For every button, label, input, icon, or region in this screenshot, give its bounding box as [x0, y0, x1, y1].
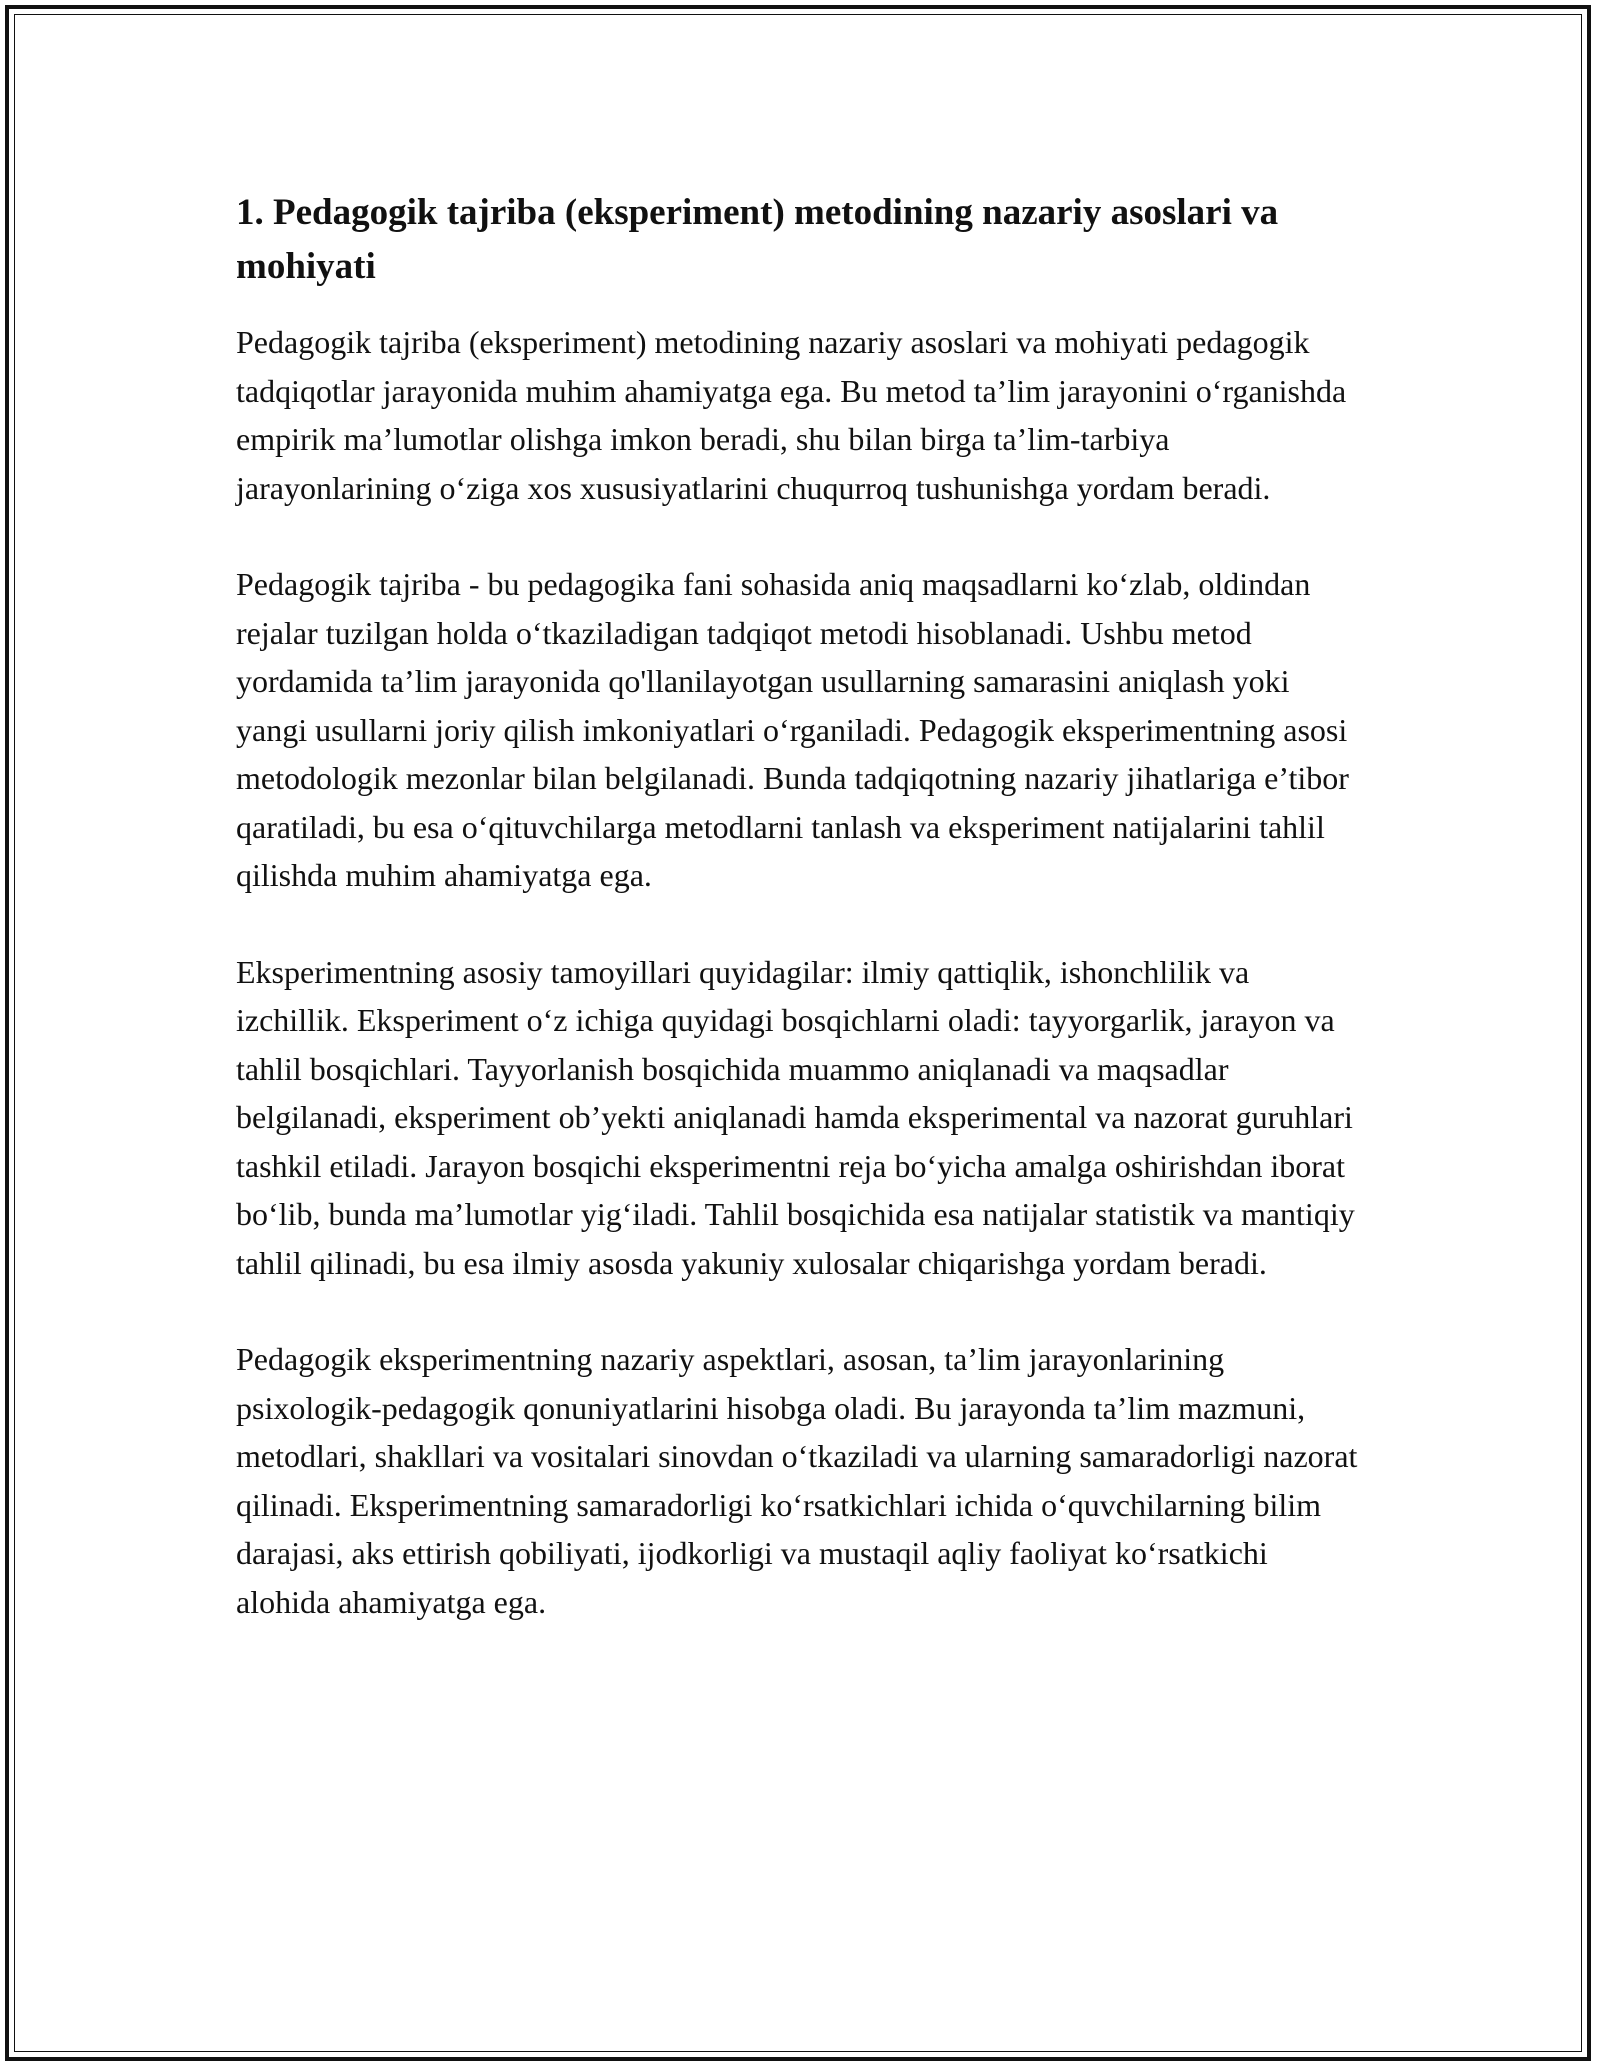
paragraph-4: Pedagogik eksperimentning nazariy aspektlari, asosan, ta’lim jarayonlarining psixologik-pedagogik qonuniyatlarini hisobga oladi. Bu jarayonda ta’lim mazmuni, metodlari, shakllari va vositalari sinovdan o‘tkaziladi va ularning samaradorligi nazorat qilinadi. Eksperimentning samaradorligi ko‘rsatkichlari ichida o‘quvchilarning bilim darajasi, aks ettirish qobiliyati, ijodkorligi va mustaqil aqliy faoliyat ko‘rsatkichi alohida ahamiyatga ega. [236, 1341, 1358, 1620]
section-heading: 1. Pedagogik tajriba (eksperiment) metodining nazariy asoslari va mohiyati [236, 192, 1279, 287]
paragraph-3: Eksperimentning asosiy tamoyillari quyidagilar: ilmiy qattiqlik, ishonchlilik va izchillik. Eksperiment o‘z ichiga quyidagi bosqichlarni oladi: tayyorgarlik, jarayon va tahlil bosqichlari. Tayyorlanish bosqichida muammo aniqlanadi va maqsadlar belgilanadi, eksperiment ob’yekti aniqlanadi hamda eksperimental va nazorat guruhlari tashkil etiladi. Jarayon bosqichi eksperimentni reja bo‘yicha amalga oshirishdan iborat bo‘lib, bunda ma’lumotlar yig‘iladi. Tahlil bosqichida esa natijalar statistik va mantiqiy tahlil qilinadi, bu esa ilmiy asosda yakuniy xulosalar chiqarishga yordam beradi. [236, 953, 1355, 1281]
document-body [236, 186, 1366, 1674]
paragraph-2: Pedagogik tajriba - bu pedagogika fani sohasida aniq maqsadlarni ko‘zlab, oldindan rejalar tuzilgan holda o‘tkaziladigan tadqiqot metodi hisoblanadi. Ushbu metod yordamida ta’lim jarayonida qo'llanilayotgan usullarning samarasini aniqlash yoki yangi usullarni joriy qilish imkoniyatlari o‘rganiladi. Pedagogik eksperimentning asosi metodologik mezonlar bilan belgilanadi. Bunda tadqiqotning nazariy jihatlariga e’tibor qaratiladi, bu esa o‘qituvchilarga metodlarni tanlash va eksperiment natijalarini tahlil qilishda muhim ahamiyatga ega. [236, 566, 1349, 893]
paragraph-1: Pedagogik tajriba (eksperiment) metodining nazariy asoslari va mohiyati pedagogik tadqiqotlar jarayonida muhim ahamiyatga ega. Bu metod ta’lim jarayonini o‘rganishda empirik ma’lumotlar olishga imkon beradi, shu bilan birga ta’lim-tarbiya jarayonlarining o‘ziga xos xususiyatlarini chuqurroq tushunishga yordam beradi. [236, 324, 1347, 506]
